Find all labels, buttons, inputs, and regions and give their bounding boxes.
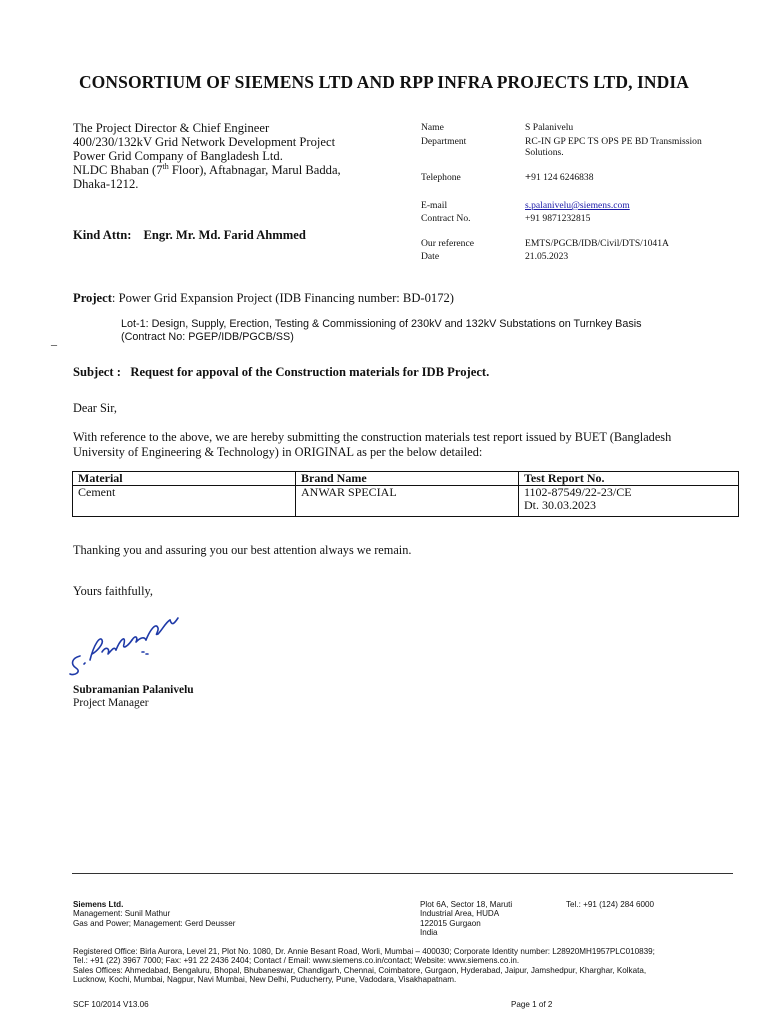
footer-company: Siemens Ltd. xyxy=(73,900,124,909)
report-date: Dt. 30.03.2023 xyxy=(524,498,596,512)
footer-divider xyxy=(72,873,733,874)
project-label: Project xyxy=(73,291,112,305)
handwritten-signature xyxy=(66,600,186,680)
margin-mark: _ xyxy=(51,333,57,347)
lot-line: (Contract No: PGEP/IDB/PGCB/SS) xyxy=(121,331,294,343)
footer-reg-line: Tel.: +91 (22) 3967 7000; Fax: +91 22 2436 2404; Contact / Email: www.siemens.co.in/contact; Website: www.siemens.co.in. xyxy=(73,956,520,966)
department-label: Department xyxy=(421,136,467,147)
telephone-label: Telephone xyxy=(421,172,461,183)
footer-address-line: Industrial Area, HUDA xyxy=(420,909,500,919)
project-line xyxy=(73,291,454,306)
form-code: SCF 10/2014 V13.06 xyxy=(73,1000,149,1009)
report-number: 1102-87549/22-23/CE xyxy=(524,485,632,499)
subject-label: Subject : xyxy=(73,365,121,379)
telephone-plus: + xyxy=(525,171,532,183)
column-header-brand: Brand Name xyxy=(296,472,519,486)
name-label: Name xyxy=(421,122,444,133)
recipient-line: The Project Director & Chief Engineer xyxy=(73,121,270,135)
footer-management: Gas and Power; Management: Gerd Deusser xyxy=(73,918,236,928)
project-value: : Power Grid Expansion Project (IDB Financing number: BD-0172) xyxy=(111,291,455,305)
telephone-value xyxy=(525,171,594,183)
intro-paragraph xyxy=(73,430,713,459)
footer-address-line: 122015 Gurgaon xyxy=(420,918,481,928)
reference-label: Our reference xyxy=(421,238,474,249)
footer-reg-line: Lucknow, Kochi, Mumbai, Nagpur, Navi Mumbai, New Delhi, Puducherry, Pune, Vadodara, Visakhapatnam. xyxy=(73,975,457,985)
recipient-line-part: Floor), Aftabnagar, Marul Badda, xyxy=(168,163,341,177)
page-number: Page 1 of 2 xyxy=(511,1000,553,1009)
signatory-name: Subramanian Palanivelu xyxy=(73,684,194,696)
attention-value: Engr. Mr. Md. Farid Ahmmed xyxy=(143,228,306,242)
report-cell xyxy=(519,486,739,517)
recipient-line: Power Grid Company of Bangladesh Ltd. xyxy=(73,149,283,163)
reference-value: EMTS/PGCB/IDB/Civil/DTS/1041A xyxy=(525,238,669,249)
valediction: Yours faithfully, xyxy=(73,584,153,598)
recipient-address xyxy=(73,121,341,191)
kind-attention xyxy=(73,228,306,243)
material-cell: Cement xyxy=(73,486,296,517)
footer-telephone: Tel.: +91 (124) 284 6000 xyxy=(566,900,654,909)
footer-registered-office xyxy=(73,947,655,985)
paragraph-line: With reference to the above, we are hereby submitting the construction materials test report issued by BUET (Bangladesh xyxy=(73,430,672,444)
salutation: Dear Sir, xyxy=(73,401,117,415)
brand-cell: ANWAR SPECIAL xyxy=(296,486,519,517)
footer-address-block xyxy=(420,900,512,938)
email-label: E-mail xyxy=(421,200,448,211)
date-value: 21.05.2023 xyxy=(525,251,569,262)
recipient-line: Dhaka-1212. xyxy=(73,177,139,191)
materials-table xyxy=(72,471,739,517)
email-link[interactable]: s.palanivelu@siemens.com xyxy=(525,200,630,211)
footer-reg-line: Registered Office: Birla Aurora, Level 21, Plot No. 1080, Dr. Annie Besant Road, Worli, Mumbai – 400030; Corporate Identity number: L28920MH1957PLC010839; xyxy=(73,947,655,956)
contract-value: +91 9871232815 xyxy=(525,213,591,224)
signatory-role: Project Manager xyxy=(73,697,149,709)
footer-address-line: India xyxy=(420,928,438,938)
column-header-material: Material xyxy=(73,472,296,486)
footer-address-line: Plot 6A, Sector 18, Maruti xyxy=(420,900,513,909)
lot-line: Lot-1: Design, Supply, Erection, Testing & Commissioning of 230kV and 132kV Substations on Turnkey Basis xyxy=(121,318,642,330)
recipient-line: 400/230/132kV Grid Network Development Project xyxy=(73,135,336,149)
table-row xyxy=(73,486,739,517)
telephone-number: 91 124 6246838 xyxy=(531,172,594,183)
recipient-line xyxy=(73,163,341,177)
document-title: CONSORTIUM OF SIEMENS LTD AND RPP INFRA PROJECTS LTD, INDIA xyxy=(78,72,690,92)
footer-management: Management: Sunil Mathur xyxy=(73,909,171,919)
column-header-report: Test Report No. xyxy=(519,472,739,486)
attention-label: Kind Attn: xyxy=(73,228,132,242)
contract-label: Contract No. xyxy=(421,213,471,224)
lot-description xyxy=(121,318,642,344)
recipient-line-part: NLDC Bhaban (7 xyxy=(73,163,163,177)
department-value: RC-IN GP EPC TS OPS PE BD Transmission Solutions. xyxy=(525,136,702,158)
subject-line xyxy=(73,365,489,380)
footer-reg-line: Sales Offices: Ahmedabad, Bengaluru, Bhopal, Bhubaneswar, Chandigarh, Chennai, Coimbatore, Gurgaon, Hyderabad, Jaipur, Jamshedpur, Kharghar, Kolkata, xyxy=(73,965,647,975)
table-header-row xyxy=(73,472,739,486)
footer-company-block xyxy=(73,900,235,928)
paragraph-line: University of Engineering & Technology) in ORIGINAL as per the below detailed: xyxy=(73,444,483,459)
subject-value: Request for appoval of the Construction materials for IDB Project. xyxy=(130,365,490,379)
name-value: S Palanivelu xyxy=(525,122,574,133)
closing-line: Thanking you and assuring you our best attention always we remain. xyxy=(73,543,412,557)
floor-superscript: th xyxy=(162,161,169,171)
date-label: Date xyxy=(421,251,440,262)
